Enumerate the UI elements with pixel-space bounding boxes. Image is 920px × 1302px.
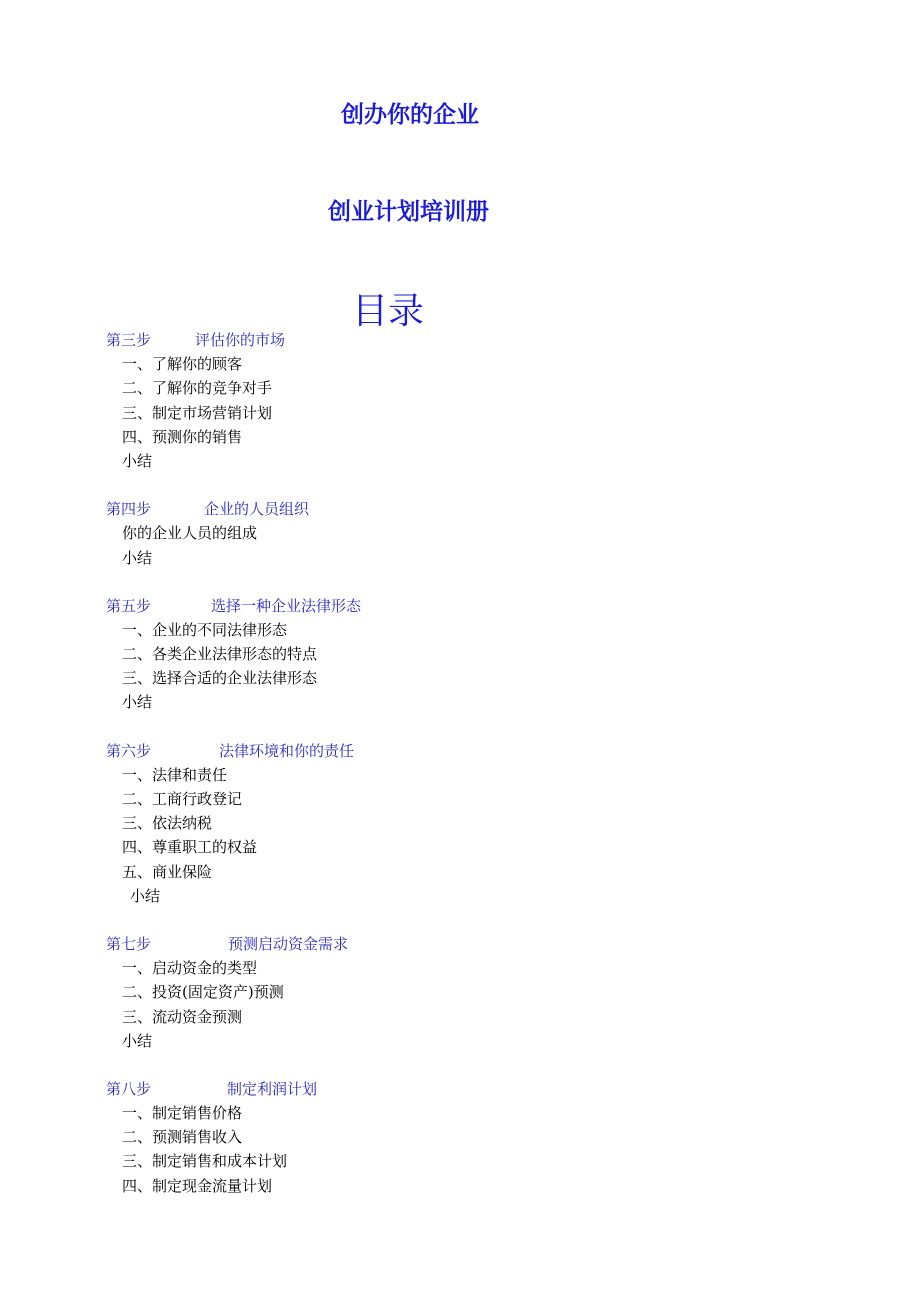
step-title: 制定利润计划 (227, 1079, 318, 1098)
toc-step-heading[interactable] (0, 497, 920, 521)
toc-item[interactable]: 三、制定销售和成本计划 (122, 1152, 288, 1171)
toc-step-heading[interactable] (0, 739, 920, 763)
step-title: 法律环境和你的责任 (219, 741, 355, 760)
toc-item[interactable]: 二、了解你的竞争对手 (122, 379, 273, 398)
toc-section (0, 1077, 920, 1198)
toc-item[interactable]: 三、选择合适的企业法律形态 (122, 669, 318, 688)
toc-item[interactable]: 一、法律和责任 (122, 765, 228, 784)
toc-heading: 目录 (352, 291, 425, 332)
toc-item[interactable]: 一、企业的不同法律形态 (122, 620, 288, 639)
toc-step-heading[interactable] (0, 1077, 920, 1101)
step-number: 第六步 (106, 741, 152, 760)
table-of-contents (0, 328, 920, 1222)
step-title: 选择一种企业法律形态 (211, 596, 362, 615)
toc-item[interactable]: 二、投资(固定资产)预测 (122, 983, 284, 1002)
toc-item[interactable]: 二、工商行政登记 (122, 790, 243, 808)
step-number: 第八步 (106, 1079, 152, 1098)
toc-item[interactable]: 二、各类企业法律形态的特点 (122, 645, 318, 664)
toc-item[interactable]: 三、依法纳税 (122, 814, 213, 833)
toc-step-heading[interactable] (0, 594, 920, 618)
toc-section (0, 594, 920, 715)
toc-item[interactable]: 小结 (130, 886, 161, 905)
toc-item[interactable]: 一、启动资金的类型 (122, 959, 258, 978)
toc-item[interactable]: 小结 (122, 451, 153, 470)
toc-item[interactable]: 小结 (122, 1031, 153, 1050)
toc-item[interactable]: 一、了解你的顾客 (122, 355, 243, 374)
toc-item[interactable]: 四、制定现金流量计划 (122, 1176, 273, 1195)
document-title: 创办你的企业 (341, 102, 479, 128)
step-number: 第三步 (106, 331, 152, 349)
toc-item[interactable]: 你的企业人员的组成 (122, 524, 258, 543)
toc-step-heading[interactable] (0, 932, 920, 956)
toc-section (0, 497, 920, 570)
toc-item[interactable]: 二、预测销售收入 (122, 1128, 243, 1147)
step-title: 评估你的市场 (195, 331, 286, 349)
toc-section (0, 739, 920, 908)
toc-item[interactable]: 小结 (122, 548, 153, 567)
document-subtitle: 创业计划培训册 (328, 199, 489, 225)
step-title: 企业的人员组织 (204, 500, 310, 519)
toc-item[interactable]: 小结 (122, 693, 153, 712)
step-title: 预测启动资金需求 (228, 934, 349, 953)
step-number: 第五步 (106, 596, 152, 615)
toc-section (0, 932, 920, 1053)
toc-item[interactable]: 五、商业保险 (122, 862, 213, 881)
toc-item[interactable]: 三、制定市场营销计划 (122, 403, 273, 422)
toc-item[interactable]: 四、尊重职工的权益 (122, 838, 258, 857)
toc-item[interactable]: 一、制定销售价格 (122, 1104, 243, 1123)
toc-item[interactable]: 三、流动资金预测 (122, 1007, 243, 1026)
step-number: 第七步 (106, 934, 152, 953)
toc-step-heading[interactable] (0, 328, 920, 352)
toc-section (0, 328, 920, 473)
toc-item[interactable]: 四、预测你的销售 (122, 427, 243, 446)
step-number: 第四步 (106, 500, 152, 519)
